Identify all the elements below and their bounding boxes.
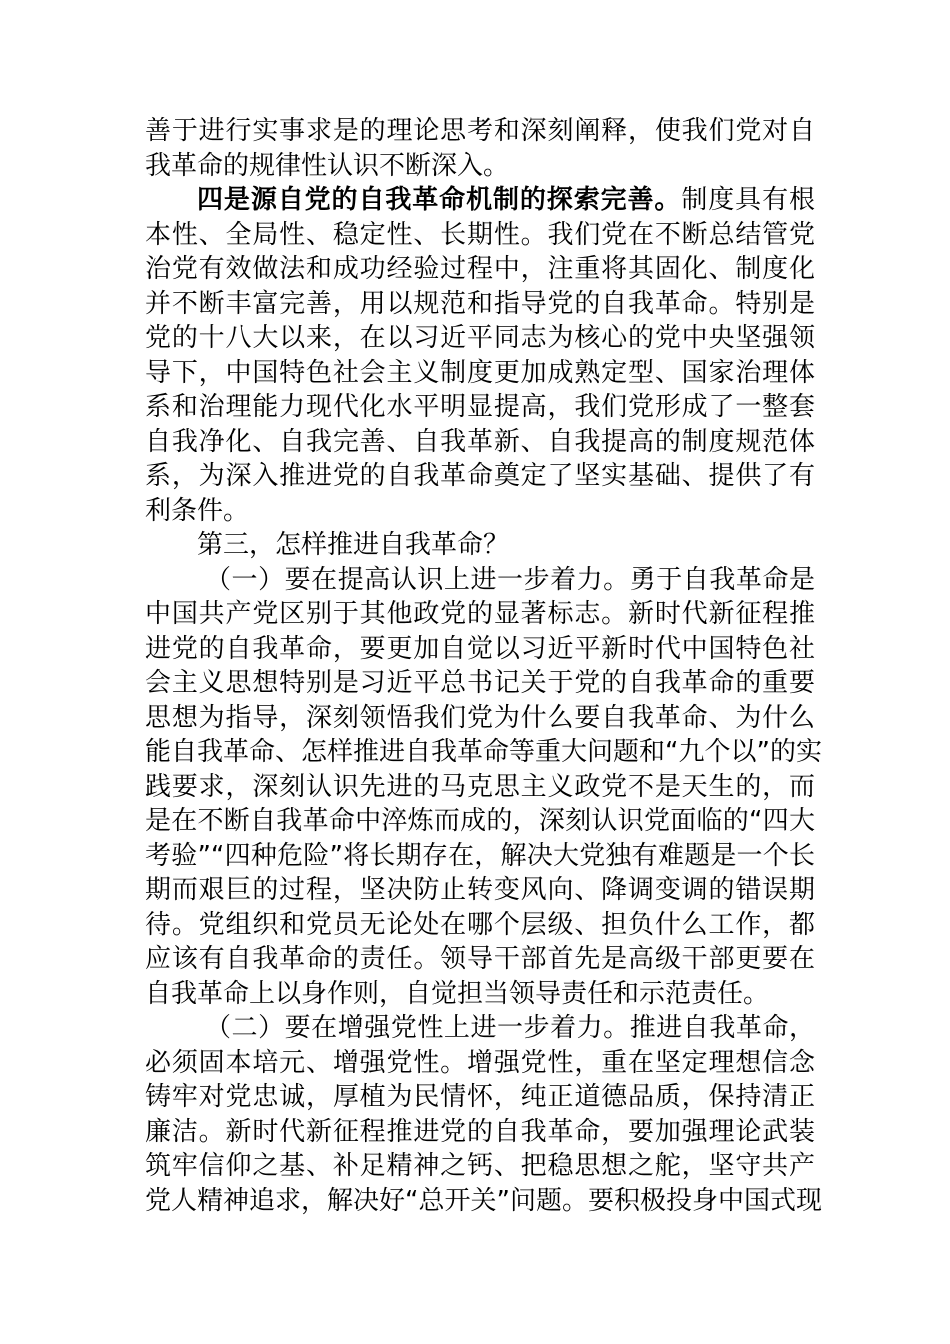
- text-fragment: 制度具有根: [681, 185, 815, 215]
- text-line: 党人精神追求，解决好“总开关”问题。要积极投身中国式现: [145, 1185, 822, 1216]
- text-line: 中国共产党区别于其他政党的显著标志。新时代新征程推: [145, 599, 815, 629]
- text-line: 廉洁。新时代新征程推进党的自我革命，要加强理论武装: [145, 1116, 815, 1147]
- text-line: 并不断丰富完善，用以规范和指导党的自我革命。特别是: [145, 288, 815, 319]
- text-line: 能自我革命、怎样推进自我革命等重大问题和“九个以”的实: [145, 737, 822, 767]
- text-line: 铸牢对党忠诚，厚植为民情怀，纯正道德品质，保持清正: [145, 1082, 815, 1112]
- text-line: 自我净化、自我完善、自我革新、自我提高的制度规范体: [145, 426, 815, 457]
- text-line: 应该有自我革命的责任。领导干部首先是高级干部更要在: [145, 944, 815, 974]
- bold-heading: 四是源自党的自我革命机制的探索完善。: [197, 185, 682, 215]
- text-line: 系，为深入推进党的自我革命奠定了坚实基础、提供了有: [145, 461, 815, 491]
- text-line: 是在不断自我革命中淬炼而成的，深刻认识党面临的“四大: [145, 806, 815, 836]
- text-line: 思想为指导，深刻领悟我们党为什么要自我革命、为什么: [145, 702, 815, 733]
- section-heading: 第三，怎样推进自我革命？: [197, 530, 510, 560]
- text-line: 践要求，深刻认识先进的马克思主义政党不是天生的，而: [145, 771, 815, 802]
- text-line: 治党有效做法和成功经验过程中，注重将其固化、制度化: [145, 254, 815, 284]
- text-line: 筑牢信仰之基、补足精神之钙、把稳思想之舵，坚守共产: [145, 1151, 815, 1181]
- text-line: （二）要在增强党性上进一步着力。推进自我革命，: [205, 1013, 815, 1043]
- text-line: 期而艰巨的过程，坚决防止转变风向、降调变调的错误期: [145, 875, 815, 905]
- text-line: 本性、全局性、稳定性、长期性。我们党在不断总结管党: [145, 219, 815, 250]
- text-line: 考验”“四种危险”将长期存在，解决大党独有难题是一个长: [145, 840, 815, 871]
- body-text: [145, 114, 822, 1218]
- text-line: 善于进行实事求是的理论思考和深刻阐释，使我们党对自: [145, 116, 815, 146]
- text-line: 利条件。: [145, 495, 250, 526]
- text-line: 必须固本培元、增强党性。增强党性，重在坚定理想信念: [145, 1047, 815, 1078]
- text-line: 会主义思想特别是习近平总书记关于党的自我革命的重要: [145, 668, 815, 698]
- text-line: （一）要在提高认识上进一步着力。勇于自我革命是: [205, 564, 815, 595]
- text-line: 进党的自我革命，要更加自觉以习近平新时代中国特色社: [145, 633, 815, 664]
- text-line: 我革命的规律性认识不断深入。: [145, 150, 510, 181]
- text-line: 自我革命上以身作则，自觉担当领导责任和示范责任。: [145, 978, 770, 1009]
- text-line: 待。党组织和党员无论处在哪个层级、担负什么工作，都: [145, 909, 815, 940]
- text-line: 导下，中国特色社会主义制度更加成熟定型、国家治理体: [145, 357, 815, 388]
- text-line: 党的十八大以来，在以习近平同志为核心的党中央坚强领: [145, 323, 815, 353]
- text-line: 系和治理能力现代化水平明显提高，我们党形成了一整套: [145, 392, 815, 422]
- paragraph-heading-line: [145, 183, 815, 218]
